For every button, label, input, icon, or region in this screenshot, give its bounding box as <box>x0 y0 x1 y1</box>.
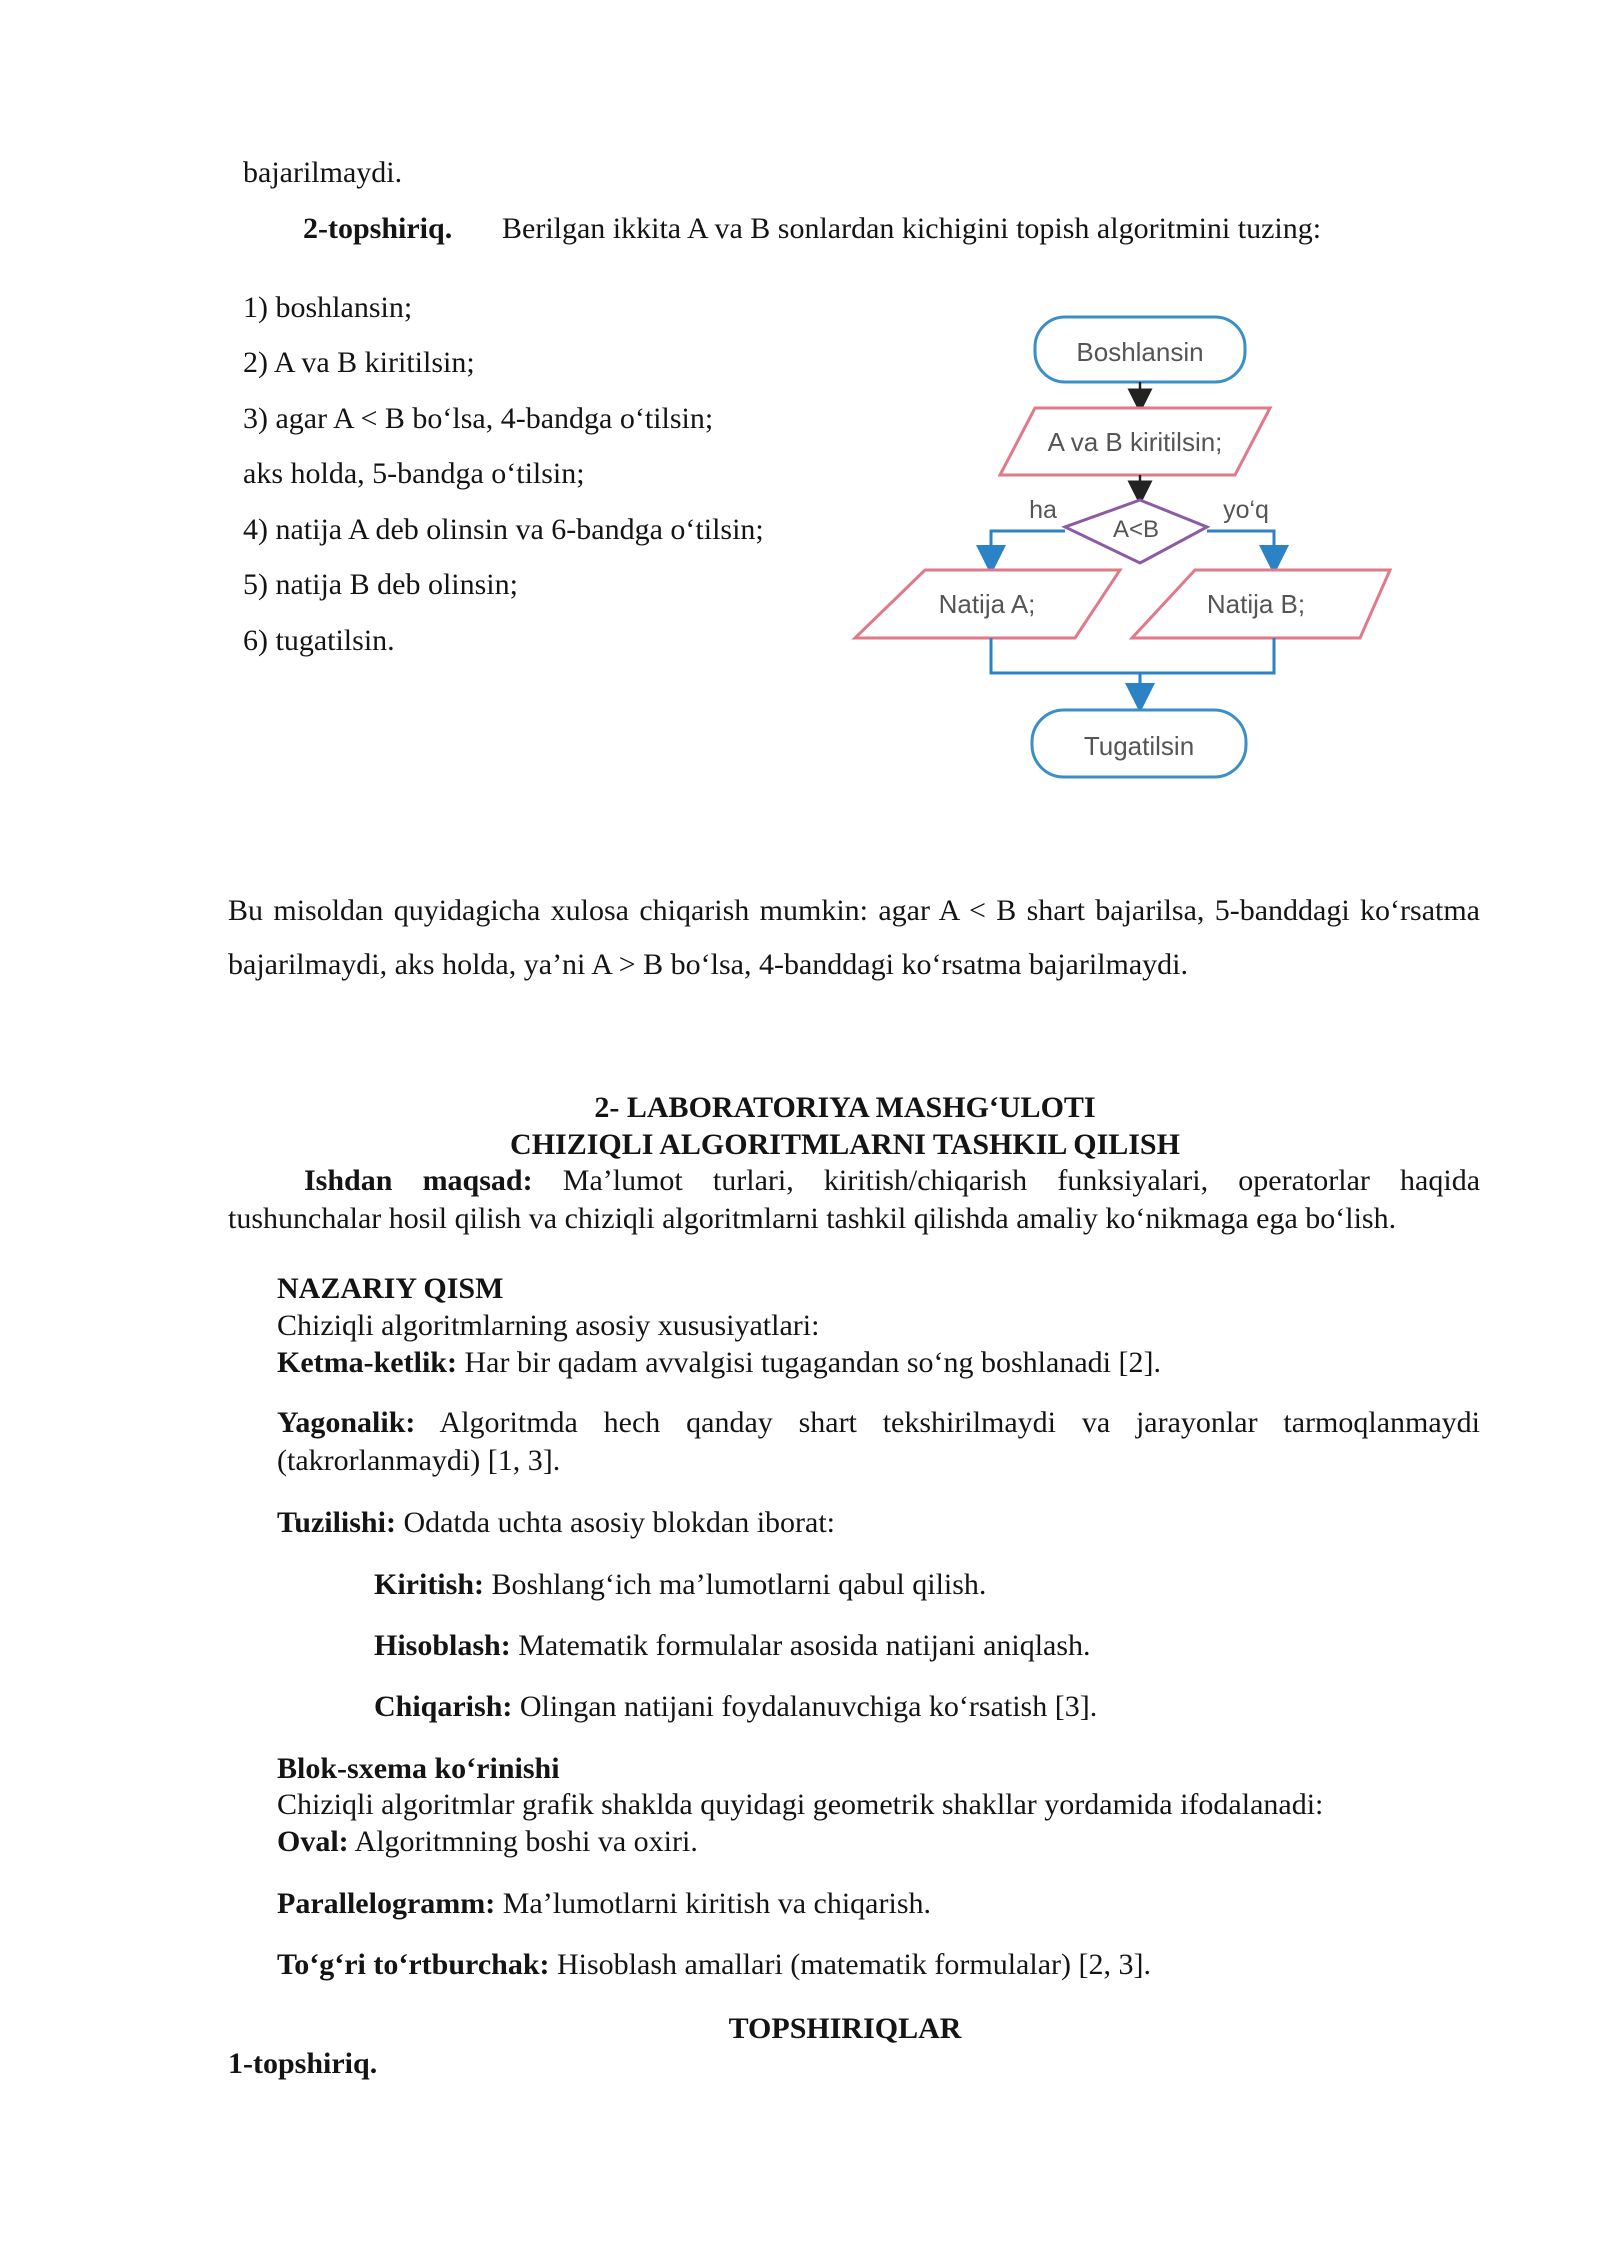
step-3: 3) agar A < B bo‘lsa, 4-bandga o‘tilsin; <box>243 402 714 435</box>
parallelogram-item <box>277 1889 931 1919</box>
step-5: 5) natija B deb olinsin; <box>243 568 518 601</box>
step-1: 1) boshlansin; <box>243 291 413 324</box>
flowchart-diagram <box>850 305 1410 805</box>
sequence-item <box>277 1348 1161 1378</box>
goal-label: Ishdan maqsad: <box>304 1164 533 1197</box>
lab-title: 2- LABORATORIYA MASHG‘ULOTI <box>594 1091 1096 1124</box>
calc-block-text: Matematik formulalar asosida natijani aniqlash. <box>518 1629 1091 1662</box>
conclusion-paragraph: Bu misoldan quyidagicha xulosa chiqarish mumkin: agar A < B shart bajarilsa, 5-banddagi ko‘rsatma bajarilmaydi, aks holda, ya’ni A > B bo‘lsa, 4-banddagi ko‘rsatma bajarilmaydi. <box>228 894 1480 981</box>
no-label: yo‘q <box>1223 496 1269 524</box>
step-6: 6) tugatilsin. <box>243 624 395 657</box>
start-terminal-label: Boshlansin <box>1076 337 1204 367</box>
tasks-heading: TOPSHIRIQLAR <box>728 2012 962 2045</box>
uniqueness-item <box>277 1404 1480 1480</box>
end-terminal-label: Tugatilsin <box>1083 731 1195 761</box>
structure-text: Odatda uchta asosiy blokdan iborat: <box>403 1506 836 1539</box>
output-block-text: Olingan natijani foydalanuvchiga ko‘rsatish [3]. <box>519 1690 1098 1723</box>
yes-label: ha <box>1029 496 1057 524</box>
step-4: 4) natija A deb olinsin va 6-bandga o‘tilsin; <box>243 513 764 546</box>
input-label: A va B kiritilsin; <box>1047 427 1223 457</box>
task2-label: 2-topshiriq. <box>303 212 453 245</box>
oval-item <box>277 1827 698 1857</box>
blocks-heading: Blok-sxema ko‘rinishi <box>277 1752 560 1785</box>
sequence-text: Har bir qadam avvalgisi tugagandan so‘ng boshlanadi [2]. <box>464 1346 1161 1379</box>
theory-heading: NAZARIY QISM <box>277 1272 504 1305</box>
calc-block-label: Hisoblash: <box>374 1629 511 1662</box>
oval-text: Algoritmning boshi va oxiri. <box>354 1825 698 1858</box>
uniqueness-label: Yagonalik: <box>277 1406 416 1439</box>
output-block-item <box>374 1692 1097 1722</box>
task1-label: 1-topshiriq. <box>228 2047 378 2080</box>
input-block-item <box>374 1570 986 1600</box>
output-block-label: Chiqarish: <box>374 1690 513 1723</box>
step-3-else: aks holda, 5-bandga o‘tilsin; <box>243 457 585 490</box>
goal-text: Ma’lumot turlari, kiritish/chiqarish funksiyalari, operatorlar haqida tushunchalar hosil qilish va chiziqli algoritmlarni tashkil qilishda amaliy ko‘nikmaga ega bo‘lish. <box>228 1164 1481 1235</box>
parallelogram-label: Parallelogramm: <box>277 1887 496 1920</box>
rectangle-item <box>277 1950 1151 1980</box>
blocks-intro: Chiziqli algoritmlar grafik shaklda quyidagi geometrik shakllar yordamida ifodalanadi: <box>277 1788 1324 1821</box>
rectangle-label: To‘g‘ri to‘rtburchak: <box>277 1948 550 1981</box>
continued-text: bajarilmaydi. <box>243 156 403 189</box>
goal-paragraph <box>228 1162 1480 1238</box>
theory-intro: Chiziqli algoritmlarning asosiy xususiyatlari: <box>277 1309 820 1342</box>
lab-subtitle: CHIZIQLI ALGORITMLARNI TASHKIL QILISH <box>510 1128 1180 1161</box>
output-a-label: Natija A; <box>938 589 1036 619</box>
structure-label: Tuzilishi: <box>277 1506 396 1539</box>
yes-branch-arrow <box>991 531 1065 560</box>
sequence-label: Ketma-ketlik: <box>277 1346 457 1379</box>
structure-item <box>277 1508 835 1538</box>
oval-label: Oval: <box>277 1825 349 1858</box>
no-branch-arrow <box>1207 531 1274 560</box>
output-b-label: Natija B; <box>1206 589 1306 619</box>
task2-text: Berilgan ikkita A va B sonlardan kichigini topish algoritmini tuzing: <box>502 212 1322 245</box>
input-block-label: Kiritish: <box>374 1568 484 1601</box>
step-2: 2) A va B kiritilsin; <box>243 346 475 379</box>
uniqueness-text: Algoritmda hech qanday shart tekshirilmaydi va jarayonlar tarmoqlanmaydi (takrorlanmaydi) [1, 3]. <box>277 1406 1480 1477</box>
rectangle-text: Hisoblash amallari (matematik formulalar) [2, 3]. <box>557 1948 1151 1981</box>
input-block-text: Boshlang‘ich ma’lumotlarni qabul qilish. <box>491 1568 987 1601</box>
merge-connector <box>991 638 1274 673</box>
calc-block-item <box>374 1631 1091 1661</box>
decision-label: A<B <box>1112 516 1160 543</box>
parallelogram-text: Ma’lumotlarni kiritish va chiqarish. <box>502 1887 931 1920</box>
